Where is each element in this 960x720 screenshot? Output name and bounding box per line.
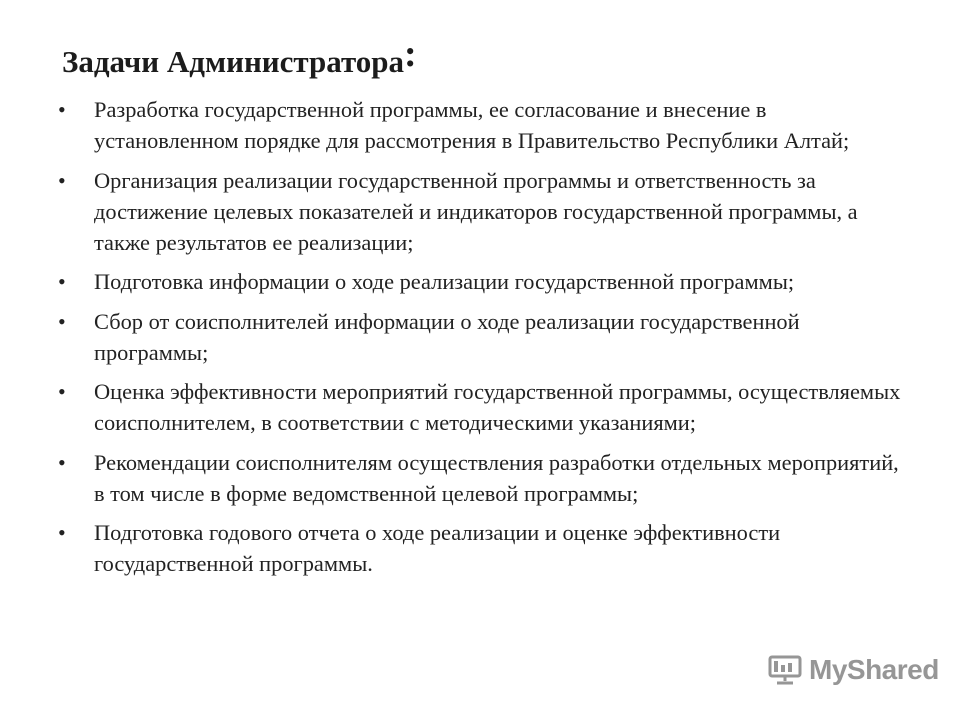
list-item <box>58 517 908 579</box>
list-item <box>58 94 908 156</box>
list-item <box>58 266 908 297</box>
watermark-text: MyShared <box>809 654 939 685</box>
list-item-text: Разработка государственной программы, ее согласование и внесение в установленном порядке для рассмотрения в Правительство Республики Алтай; <box>94 97 850 153</box>
title-text: Задачи Администратора <box>62 44 405 79</box>
bullet-icon: • <box>58 308 66 334</box>
list-item-text: Оценка эффективности мероприятий государственной программы, осуществляемых соисполнителем, в соответствии с методическими указаниями; <box>94 379 901 435</box>
list-item <box>58 447 908 509</box>
title-colon: : <box>404 33 417 75</box>
list-item-text: Подготовка информации о ходе реализации государственной программы; <box>94 269 795 294</box>
list-item <box>58 165 908 258</box>
bullet-icon: • <box>58 97 66 122</box>
list-item-text: Организация реализации государственной программы и ответственность за достижение целевых показателей и индикаторов государственной программы, а также результатов ее реализации; <box>94 167 858 255</box>
bullet-icon: • <box>58 449 66 475</box>
list-item-text: Подготовка годового отчета о ходе реализации и оценке эффективности государственной программы. <box>94 520 781 576</box>
bullet-icon: • <box>58 269 66 294</box>
list-item <box>58 376 908 438</box>
list-item <box>58 306 908 368</box>
myshared-watermark <box>768 654 939 686</box>
list-item-text: Рекомендации соисполнителям осуществления разработки отдельных мероприятий, в том числе в форме ведомственной целевой программы; <box>94 449 899 506</box>
presentation-board-icon <box>768 655 802 685</box>
bullet-icon: • <box>58 167 66 193</box>
list-item-text: Сбор от соисполнителей информации о ходе реализации государственной программы; <box>94 308 800 365</box>
bullet-icon: • <box>58 379 66 404</box>
bullet-icon: • <box>58 520 66 545</box>
page-title <box>62 33 417 84</box>
task-list <box>58 94 908 588</box>
